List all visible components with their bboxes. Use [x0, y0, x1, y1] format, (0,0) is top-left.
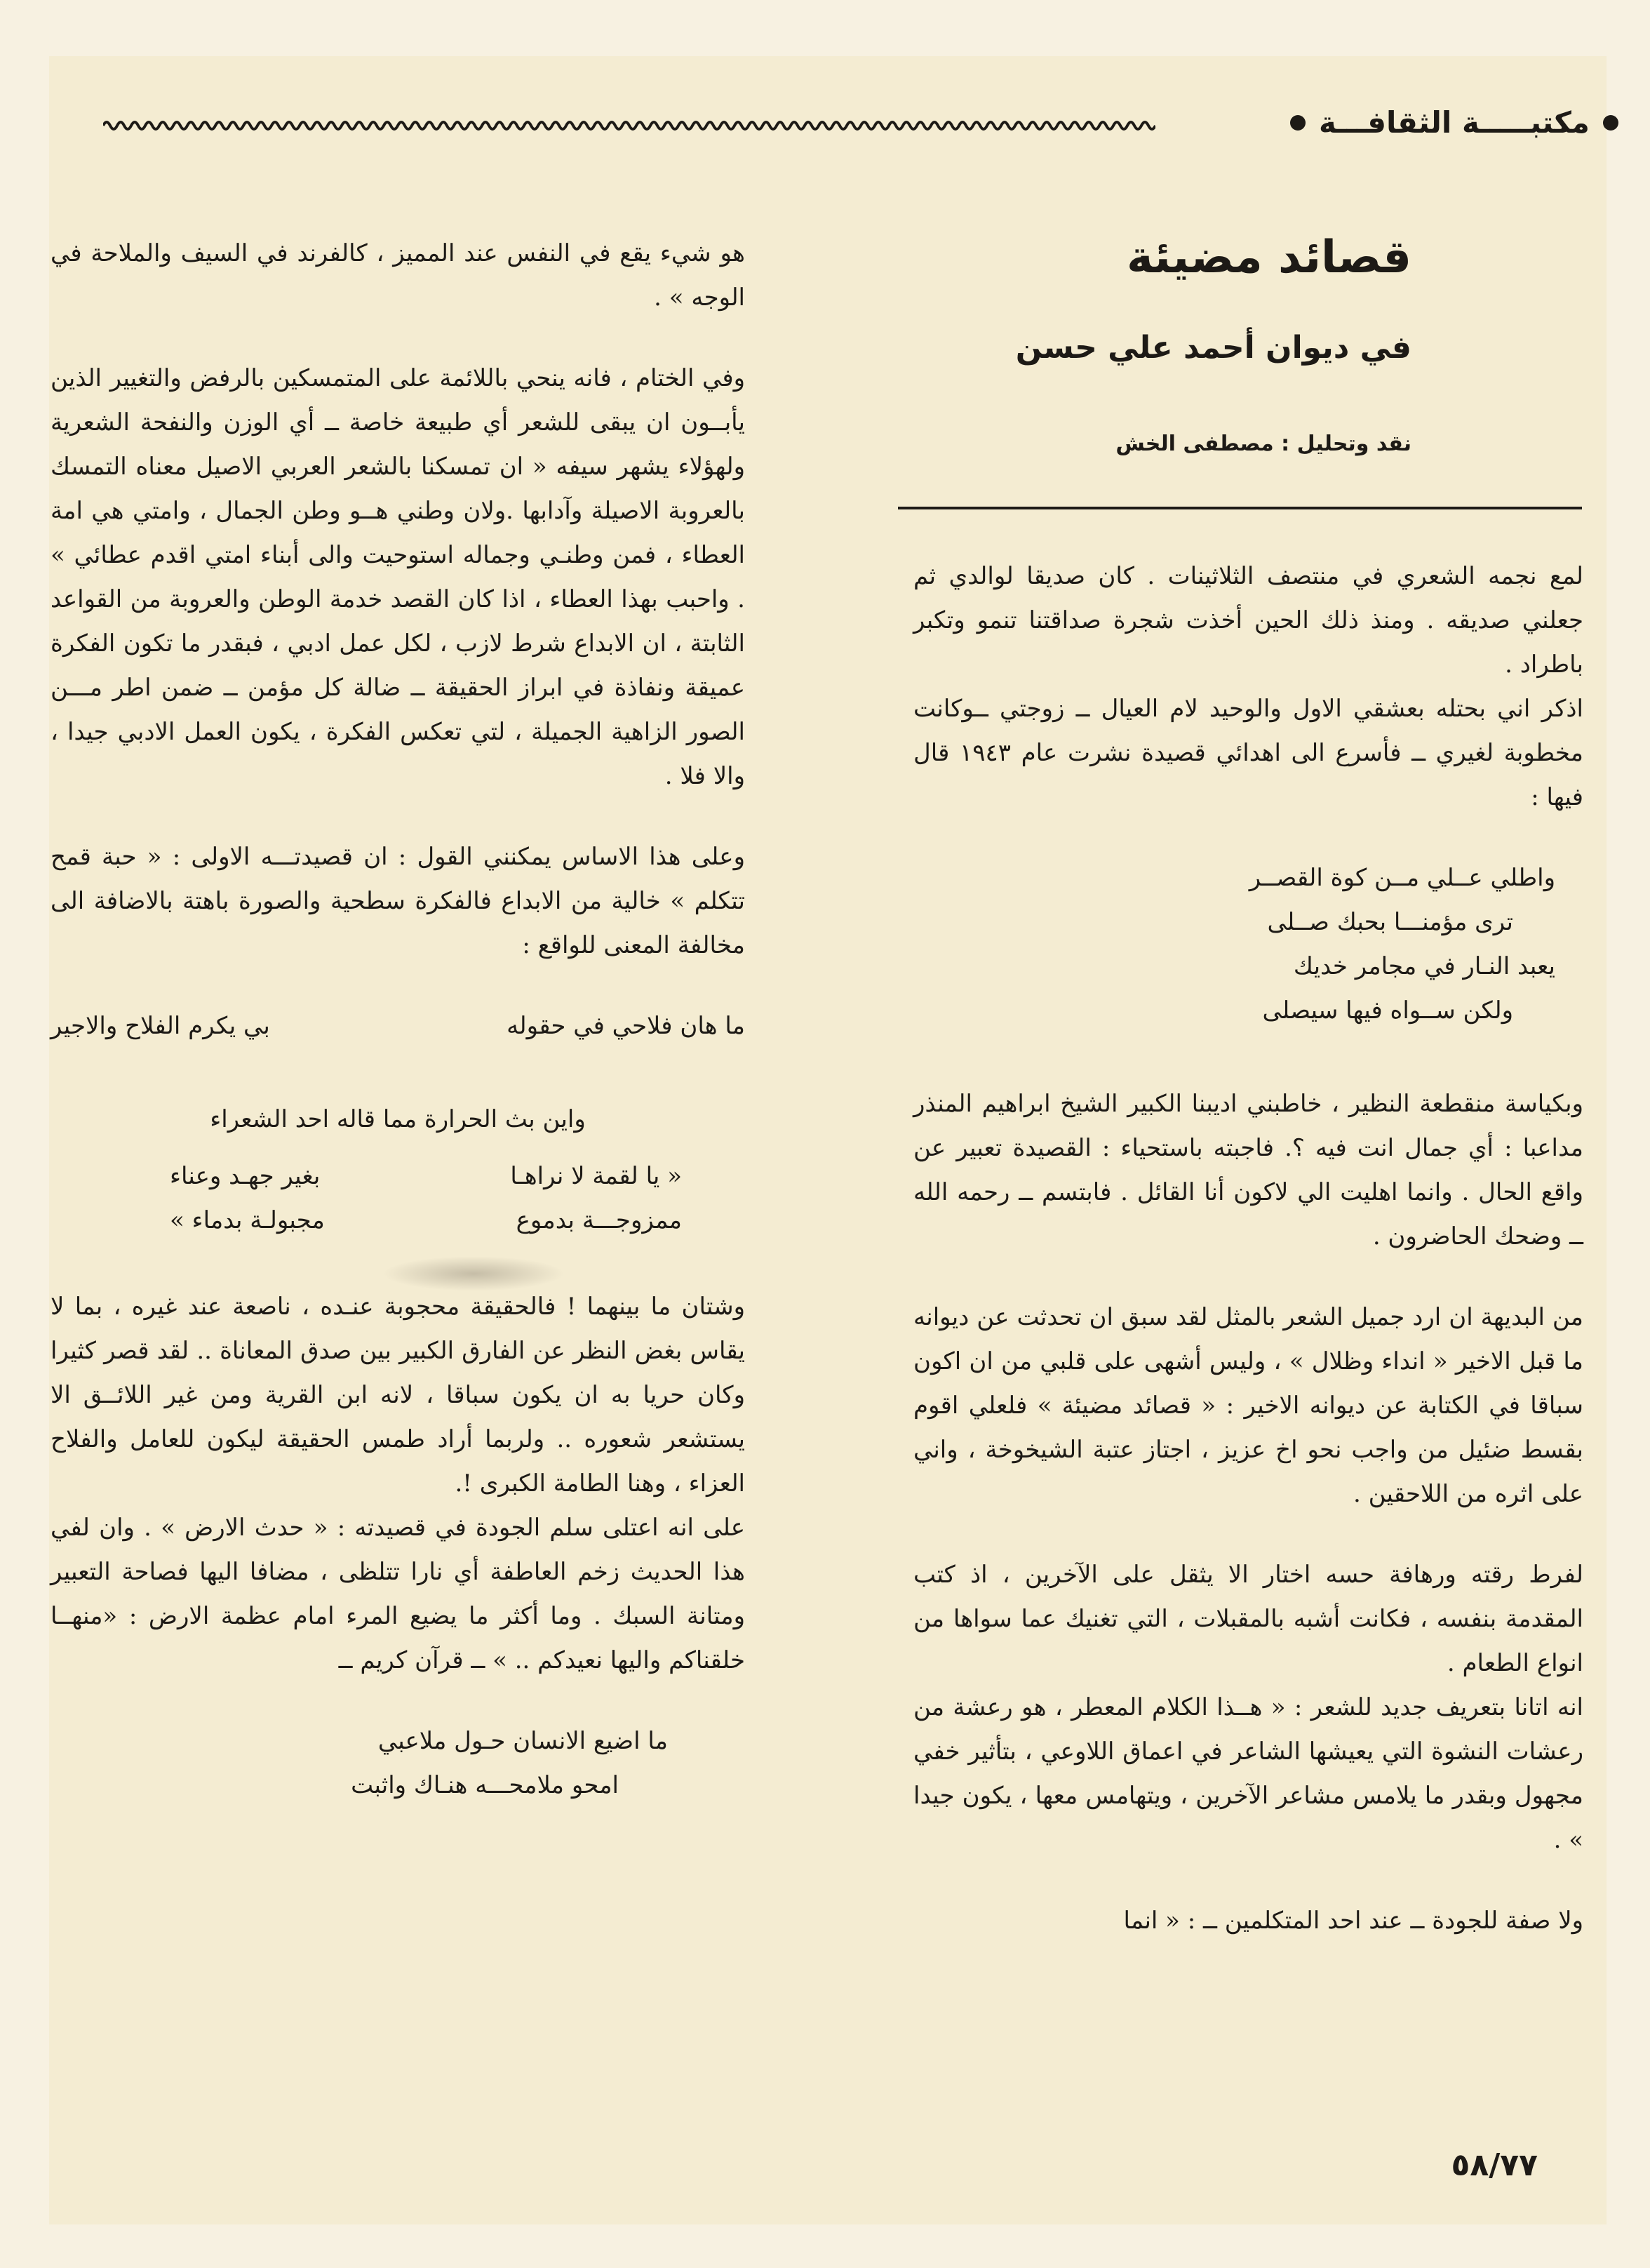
right-column	[913, 554, 1583, 1980]
section-header	[103, 105, 1618, 147]
hemistich: مجبولـة بدماء »	[170, 1206, 325, 1234]
poem-couplet	[170, 1199, 682, 1243]
hemistich: بي يكرم الفلاح والاجير	[51, 1012, 270, 1040]
article-subtitle: في ديوان أحمد علي حسن	[1015, 330, 1411, 366]
poem-line: ترى مؤمنـــا بحبك صــلى	[1267, 908, 1513, 936]
wavy-rule	[103, 115, 1155, 136]
paragraph: وعلى هذا الاساس يمكنني القول : ان قصيدتـــه الاولى : « حبة قمح تتكلم » خالية من الابداع فالفكرة سطحية والصورة باهتة بالاضافة الى مخالفة المعنى للواقع :	[51, 843, 745, 959]
poem-line: ما اضيع الانسان حـول ملاعبي	[377, 1727, 668, 1755]
title-divider	[898, 507, 1582, 509]
paragraph: وبكياسة منقطعة النظير ، خاطبني اديبنا الكبير الشيخ ابراهيم المنذر مداعبا : أي جمال انت فيه ؟. فاجبته باستحياء : القصيدة تعبير عن واقع الحال . وانما اهليت الي لاكون أنا القائل . فابتسم ــ رحمه الله ــ وضحك الحاضرون .	[913, 1090, 1583, 1250]
poem-line: امحو ملامحـــه هنـاك واثبت	[351, 1771, 619, 1799]
bullet-icon	[1290, 115, 1306, 131]
poem-excerpt	[913, 856, 1583, 1033]
paragraph: اذكر اني بحتله بعشقي الاول والوحيد لام العيال ــ زوجتي ــوكانت مخطوبة لغيري ــ فأسرع الى اهدائي قصيدة نشرت عام ١٩٤٣ قال فيها :	[913, 695, 1583, 811]
ink-smudge	[382, 1256, 565, 1291]
poem-couplet	[170, 1154, 682, 1199]
paragraph: هو شيء يقع في النفس عند المميز ، كالفرند في السيف والملاحة في الوجه » .	[51, 239, 745, 312]
article-byline: نقد وتحليل : مصطفى الخش	[1115, 432, 1411, 456]
section-title: مكتبـــــة الثقافـــة	[1318, 105, 1590, 140]
poem-line: يعبد النـار في مجامر خديك	[1293, 952, 1555, 980]
paragraph: وفي الختام ، فانه ينحي باللائمة على المتمسكين بالرفض والتغيير الذين يأبــون ان يبقى للشعر أي طبيعة خاصة ــ أي الوزن والنفحة الشعرية ولهؤلاء يشهر سيفه « ان تمسكنا بالشعر العربي الاصيل معناه التمسك بالعروبة الاصيلة وآدابها .ولان وطني هــو وطن الجمال ، وامتي هي امة العطاء ، فمن وطنـي وجماله استوحيت والى أبناء امتي اقدم عطائي » . واحبب بهذا العطاء ، اذا كان القصد خدمة الوطن والعروبة من القواعد الثابتة ، ان الابداع شرط لازب ، لكل عمل ادبي ، فبقدر ما تكون الفكرة عميقة ونفاذة في ابراز الحقيقة ــ ضالة كل مؤمن ــ ضمن اطر مـــن الصور الزاهية الجميلة ، لتي تعكس الفكرة ، يكون العمل الادبي جيدا ، والا فلا .	[51, 364, 745, 790]
paragraph: لمع نجمه الشعري في منتصف الثلاثينات . كان صديقا لوالدي ثم جعلني صديقه . ومنذ ذلك الحين أخذت شجرة صداقتنا تنمو وتكبر باطراد .	[913, 562, 1583, 679]
article-title: قصائد مضيئة	[1126, 232, 1411, 284]
paragraph: انه اتانا بتعريف جديد للشعر : « هــذا الكلام المعطر ، هو رعشة من رعشات النشوة التي يعيشها الشاعر في اعماق اللاوعي ، بتأثير خفي مجهول وبقدر ما يلامس مشاعر الآخرين ، ويتهامس معها ، يكون جيدا » .	[913, 1693, 1583, 1854]
hemistich: ممزوجـــة بدموع	[516, 1206, 682, 1234]
paragraph: وشتان ما بينهما ! فالحقيقة محجوبة عنـده ، ناصعة عند غيره ، بما لا يقاس بغض النظر عن الفارق الكبير بين صدق المعاناة .. لقد قصر كثيرا وكان حريا به ان يكون سباقا ، لانه ابن القرية ومن غير اللائــق الا يستشعر شعوره .. ولربما أراد طمس الحقيقة ليكون للعامل والفلاح العزاء ، وهنا الطامة الكبرى !.	[51, 1293, 745, 1497]
paragraph: على انه اعتلى سلم الجودة في قصيدته : « حدث الارض » . وان لفي هذا الحديث زخم العاطفة أي نارا تتلظى ، مضافا اليها فصاحة التعبير ومتانة السبك . وما أكثر ما يضيع المرء امام عظمة الارض : «منهــا خلقناكم واليها نعيدكم .. » ــ قرآن كريم ــ	[51, 1514, 745, 1674]
paragraph: من البديهة ان ارد جميل الشعر بالمثل لقد سبق ان تحدثت عن ديوانه ما قبل الاخير « انداء وظلال » ، وليس أشهى على قلبي من ان اكون سباقا في الكتابة عن ديوانه الاخير : « قصائد مضيئة » فلعلي اقوم بقسط ضئيل من واجب نحو اخ عزيز ، اجتاز عتبة الشيخوخة ، واني على اثره من اللاحقين .	[913, 1303, 1583, 1508]
paragraph: لفرط رقته ورهافة حسه اختار الا يثقل على الآخرين ، اذ كتب المقدمة بنفسه ، فكانت أشبه بالمقبلات ، التي تغنيك عما سواها من انواع الطعام .	[913, 1561, 1583, 1677]
paragraph: ولا صفة للجودة ــ عند احد المتكلمين ــ : « انما	[1123, 1907, 1583, 1935]
hemistich: ما هان فلاحي في حقوله	[507, 1012, 745, 1040]
paragraph: واين بث الحرارة مما قاله احد الشعراء	[210, 1105, 586, 1133]
hemistich: بغير جهـد وعناء	[170, 1162, 321, 1190]
poem-excerpt	[51, 1719, 745, 1808]
bullet-icon	[1603, 115, 1618, 131]
poem-couplet	[51, 1004, 745, 1048]
poem-line: واطلي عــلي مــن كوة القصــر	[1249, 864, 1555, 892]
left-column	[51, 232, 745, 1844]
hemistich: « يا لقمة لا نراهـا	[510, 1162, 682, 1190]
page-number: ٥٨/٧٧	[1451, 2147, 1538, 2183]
poem-line: ولكن ســواه فيها سيصلى	[1262, 996, 1513, 1025]
poem-excerpt	[51, 1154, 745, 1243]
